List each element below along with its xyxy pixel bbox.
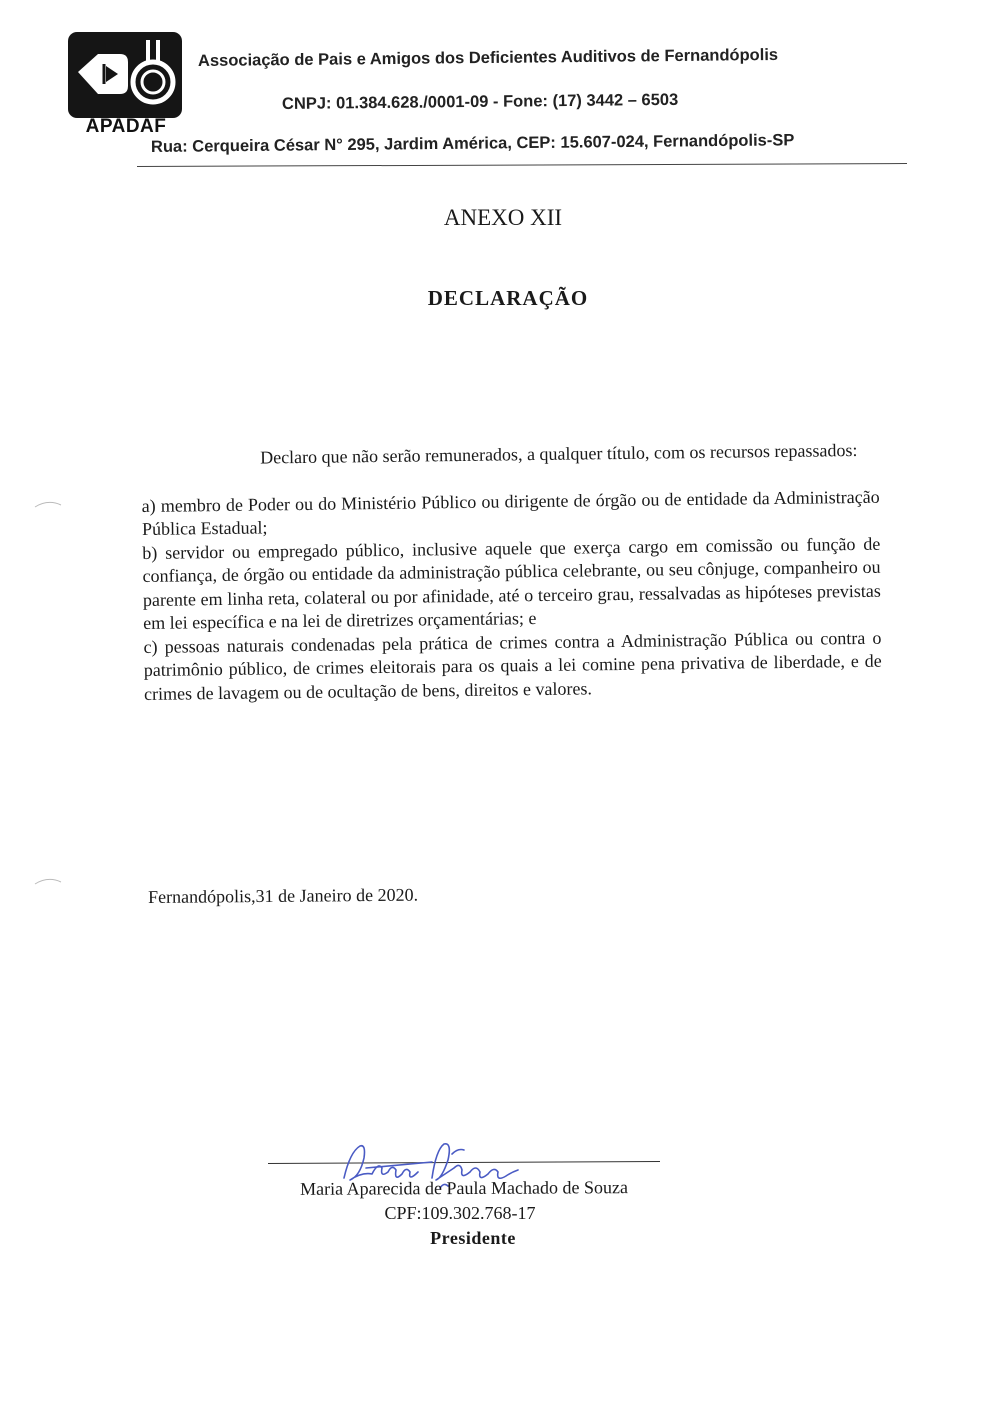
annex-title: ANEXO XII — [443, 205, 563, 230]
signer-role: Presidente — [430, 1228, 516, 1248]
declaration-item-a: a) membro de Poder ou do Ministério Público ou dirigente de órgão ou de entidade da Administração Pública Estadual; — [141, 486, 880, 539]
organization-address: Rua: Cerqueira César N° 295, Jardim América, CEP: 15.607-024, Fernandópolis-SP — [150, 131, 795, 156]
logo-text: APADAF — [85, 116, 167, 137]
declaration-body — [141, 439, 882, 706]
declaration-item-c: c) pessoas naturais condenadas pela prática de crimes contra a Administração Pública ou contra o patrimônio público, de crimes eleitorais para os quais a lei comine pena privativa de liberdade, e de crimes de lavagem ou de ocultação de bens, direitos e valores. — [143, 627, 882, 704]
signer-cpf: CPF:109.302.768-17 — [384, 1203, 536, 1223]
cnpj-phone: CNPJ: 01.384.628./0001-09 - Fone: (17) 3442 – 6503 — [281, 90, 679, 113]
declaration-title: DECLARAÇÃO — [427, 286, 589, 310]
apadaf-logo — [66, 32, 186, 136]
date-line: Fernandópolis,31 de Janeiro de 2020. — [148, 884, 419, 907]
organization-name: Associação de Pais e Amigos dos Deficientes Auditivos de Fernandópolis — [197, 45, 779, 70]
declaration-item-b: b) servidor ou empregado público, inclusive aquele que exerça cargo em comissão ou função de confiança, de órgão ou entidade da administração pública celebrante, ou seu cônjuge, companheiro ou parente em linha reta, colateral ou por afinidade, até o terceiro grau, ressalvadas as hipóteses previstas em lei específica e na lei de diretrizes orçamentárias; e — [142, 533, 881, 633]
header-divider — [137, 163, 907, 167]
declaration-intro: Declaro que não serão remunerados, a qualquer título, com os recursos repassados: — [260, 439, 858, 468]
logo-emblem-icon — [68, 32, 182, 118]
signer-name: Maria Aparecida de Paula Machado de Souza — [300, 1177, 628, 1199]
hole-punch-mark — [34, 499, 62, 509]
hole-punch-mark — [34, 876, 62, 886]
